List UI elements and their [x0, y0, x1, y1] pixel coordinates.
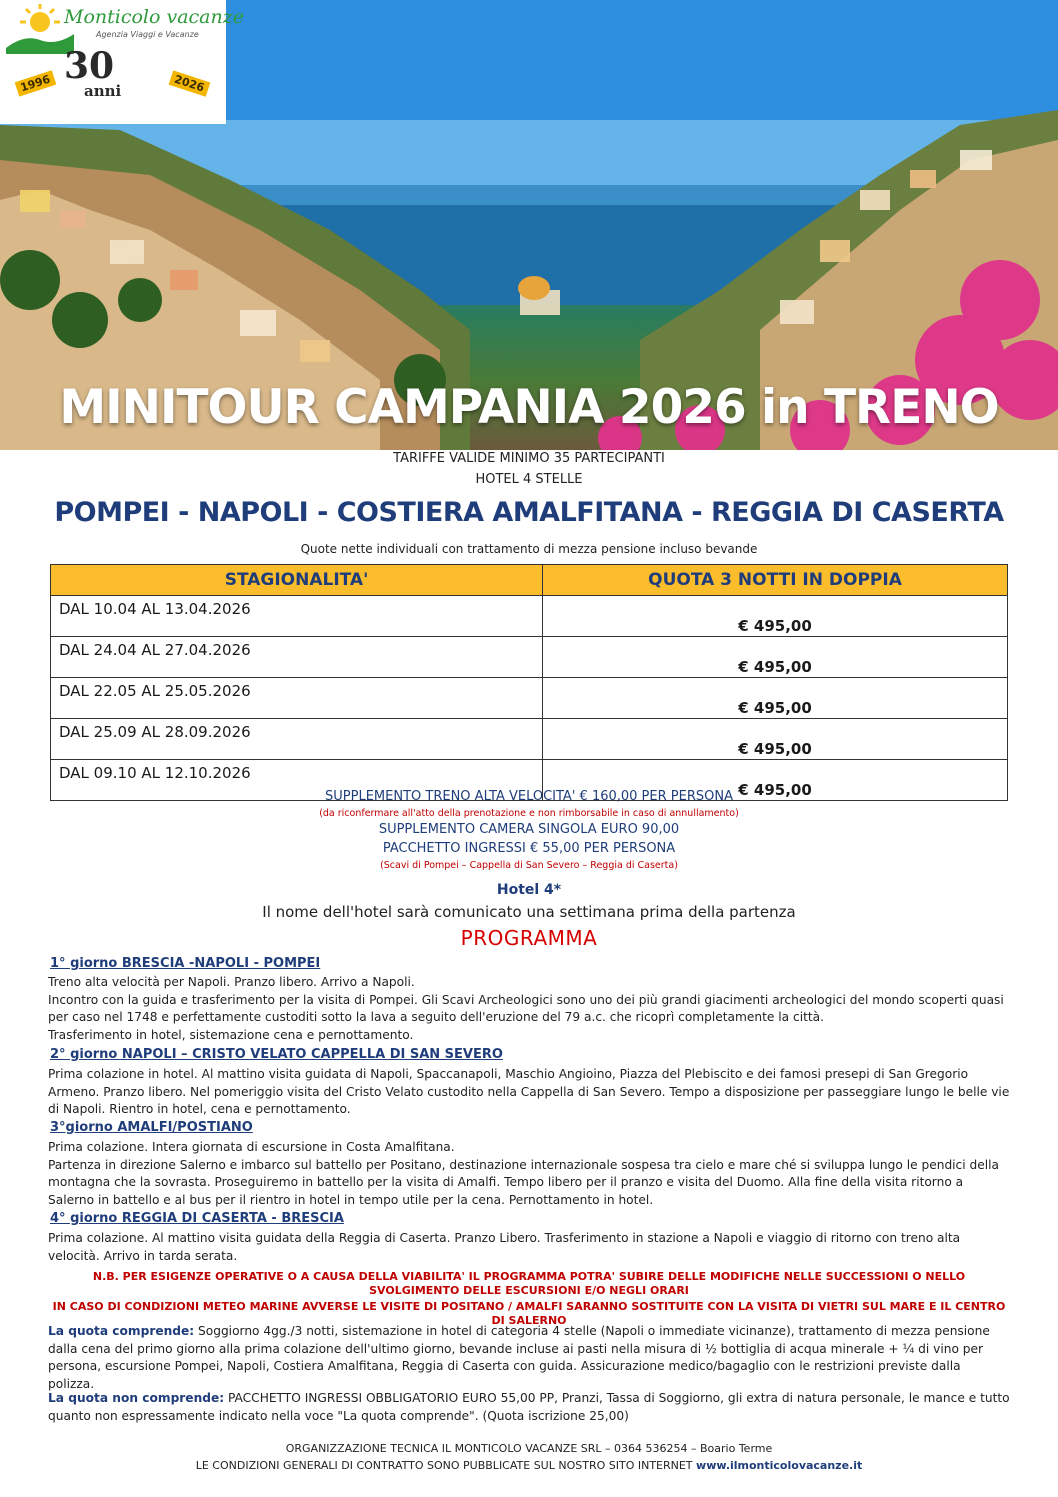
logo-tagline: Agenzia Viaggi e Vacanze: [96, 30, 199, 39]
tariff-note: TARIFFE VALIDE MINIMO 35 PARTECIPANTI: [393, 451, 665, 466]
day-4-title: 4° giorno REGGIA DI CASERTA - BRESCIA: [50, 1211, 344, 1226]
price-cell: € 495,00: [543, 596, 1008, 637]
weather-notice: IN CASO DI CONDIZIONI METEO MARINE AVVERSE LE VISITE DI POSITANO / AMALFI SARANNO SOSTITUITE CON LA VISITA DI VIETRI SUL MARE E IL CENTRO DI SALERNO: [52, 1300, 1006, 1327]
footer-conditions: [0, 1459, 1058, 1472]
route-heading: POMPEI - NAPOLI - COSTIERA AMALFITANA - REGGIA DI CASERTA: [54, 497, 1004, 528]
train-supplement: SUPPLEMENTO TRENO ALTA VELOCITA' € 160,00 PER PERSONA: [325, 789, 733, 804]
operational-notice: N.B. PER ESIGENZE OPERATIVE O A CAUSA DELLA VIABILITA' IL PROGRAMMA POTRA' SUBIRE DELLE MODIFICHE NELLE SUCCESSIONI O NELLO SVOLGIMENTO DELLE ESCURSIONI E/O NEGLI ORARI: [92, 1270, 966, 1297]
season-cell: DAL 09.10 AL 12.10.2026: [51, 760, 543, 801]
table-header-row: [51, 565, 1008, 596]
page-title: MINITOUR CAMPANIA 2026 in TRENO: [59, 380, 999, 435]
includes-label: La quota comprende:: [48, 1324, 195, 1338]
price-cell: € 495,00: [543, 719, 1008, 760]
season-cell: DAL 10.04 AL 13.04.2026: [51, 596, 543, 637]
table-row: [51, 678, 1008, 719]
column-header-season: STAGIONALITA': [51, 565, 543, 596]
table-row: [51, 719, 1008, 760]
logo-year-start: 1996: [15, 70, 56, 96]
excludes-section: [48, 1390, 1010, 1425]
day-3-title: 3°giorno AMALFI/POSTIANO: [50, 1120, 253, 1135]
day-3-text: Prima colazione. Intera giornata di escursione in Costa Amalfitana. Partenza in direzione Salerno e imbarco sul battello per Positano, destinazione internazionale sospesa tra cielo e mare ché si sviluppa lungo le pendici della montagna che la sovrasta. Proseguiremo in battello per la visita di Amalfi. Tempo libero per il pranzo e visita del Duomo. Alla fine della visita ritorno a Salerno in battello e al bus per il rientro in hotel in tempo utile per la cena. Pernottamento in hotel.: [48, 1140, 999, 1207]
quote-note: Quote nette individuali con trattamento di mezza pensione incluso bevande: [300, 542, 758, 556]
day-2-title: 2° giorno NAPOLI – CRISTO VELATO CAPPELLA DI SAN SEVERO: [50, 1047, 503, 1062]
tickets-package-note: (Scavi di Pompei – Cappella di San Severo – Reggia di Caserta): [380, 860, 678, 871]
program-heading: PROGRAMMA: [460, 926, 598, 950]
logo-name: Monticolo vacanze: [64, 6, 244, 28]
day-1-text: Treno alta velocità per Napoli. Pranzo libero. Arrivo a Napoli. Incontro con la guida e trasferimento per la visita di Pompei. Gli Scavi Archeologici sono uno dei più grandi giacimenti archeologici del mondo scoperti quasi per caso nel 1748 e perfettamente custoditi sotto la lava a seguito dell'eruzione del 79 a.c. che ricoprì completamente la città. Trasferimento in hotel, sistemazione cena e pernottamento.: [48, 975, 1004, 1042]
day-2-text: Prima colazione in hotel. Al mattino visita guidata di Napoli, Spaccanapoli, Maschio Angioino, Piazza del Plebiscito e dei famosi presepi di San Gregorio Armeno. Pranzo libero. Nel pomeriggio visita del Cristo Velato custodito nella Cappella di San Severo. Tempo a disposizione per passeggiare lungo le belle vie di Napoli. Rientro in hotel, cena e pernottamento.: [48, 1067, 1010, 1116]
table-row: [51, 596, 1008, 637]
season-cell: DAL 22.05 AL 25.05.2026: [51, 678, 543, 719]
season-cell: DAL 24.04 AL 27.04.2026: [51, 637, 543, 678]
footer-conditions-text: LE CONDIZIONI GENERALI DI CONTRATTO SONO PUBBLICATE SUL NOSTRO SITO INTERNET: [195, 1459, 697, 1472]
tickets-package: PACCHETTO INGRESSI € 55,00 PER PERSONA: [382, 841, 676, 856]
price-cell: € 495,00: [543, 678, 1008, 719]
logo-anniversary: 30: [64, 45, 115, 87]
column-header-price: QUOTA 3 NOTTI IN DOPPIA: [543, 565, 1008, 596]
website-link[interactable]: www.ilmonticolovacanze.it: [696, 1459, 863, 1472]
company-logo: [0, 0, 244, 124]
day-1-title: 1° giorno BRESCIA -NAPOLI - POMPEI: [50, 956, 321, 971]
price-cell: € 495,00: [543, 760, 1008, 801]
table-row: [51, 637, 1008, 678]
price-cell: € 495,00: [543, 637, 1008, 678]
train-supplement-note: (da riconfermare all'atto della prenotazione e non rimborsabile in caso di annullamento): [319, 808, 739, 819]
hotel-category: Hotel 4*: [496, 882, 562, 898]
includes-text: Soggiorno 4gg./3 notti, sistemazione in hotel di categoria 4 stelle (Napoli o immediate vicinanze), trattamento di mezza pensione dalla cena del primo giorno alla prima colazione dell'ultimo giorno, bevande incluse ai pasti nella misura di ½ bottiglia di acqua minerale + ¼ di vino per persona, escursione Pompei, Napoli, Costiera Amalfitana, Reggia di Caserta con guida. Assicurazione medico/bagaglio con le restrizioni previste dalla polizza.: [48, 1324, 990, 1391]
hotel-note: Il nome dell'hotel sarà comunicato una settimana prima della partenza: [262, 903, 796, 921]
season-cell: DAL 25.09 AL 28.09.2026: [51, 719, 543, 760]
hero-banner: [0, 0, 1058, 450]
excludes-text: PACCHETTO INGRESSI OBBLIGATORIO EURO 55,00 PP, Pranzi, Tassa di Soggiorno, gli extra di natura personale, le mance e tutto quanto non espressamente indicato nella voce "La quota comprende". (Quota iscrizione 25,00): [48, 1391, 1010, 1423]
logo-year-end: 2026: [169, 70, 210, 96]
day-4-text: Prima colazione. Al mattino visita guidata della Reggia di Caserta. Pranzo Libero. Trasferimento in stazione a Napoli e viaggio di ritorno con treno alta velocità. Arrivo in tarda serata.: [48, 1231, 961, 1263]
logo-anni: anni: [84, 82, 122, 100]
excludes-label: La quota non comprende:: [48, 1391, 225, 1405]
single-supplement: SUPPLEMENTO CAMERA SINGOLA EURO 90,00: [378, 822, 680, 837]
hotel-stars: HOTEL 4 STELLE: [475, 472, 583, 487]
includes-section: [48, 1323, 1010, 1393]
footer-organization: ORGANIZZAZIONE TECNICA IL MONTICOLO VACANZE SRL – 0364 536254 – Boario Terme: [285, 1442, 773, 1455]
price-table: [50, 564, 1008, 801]
